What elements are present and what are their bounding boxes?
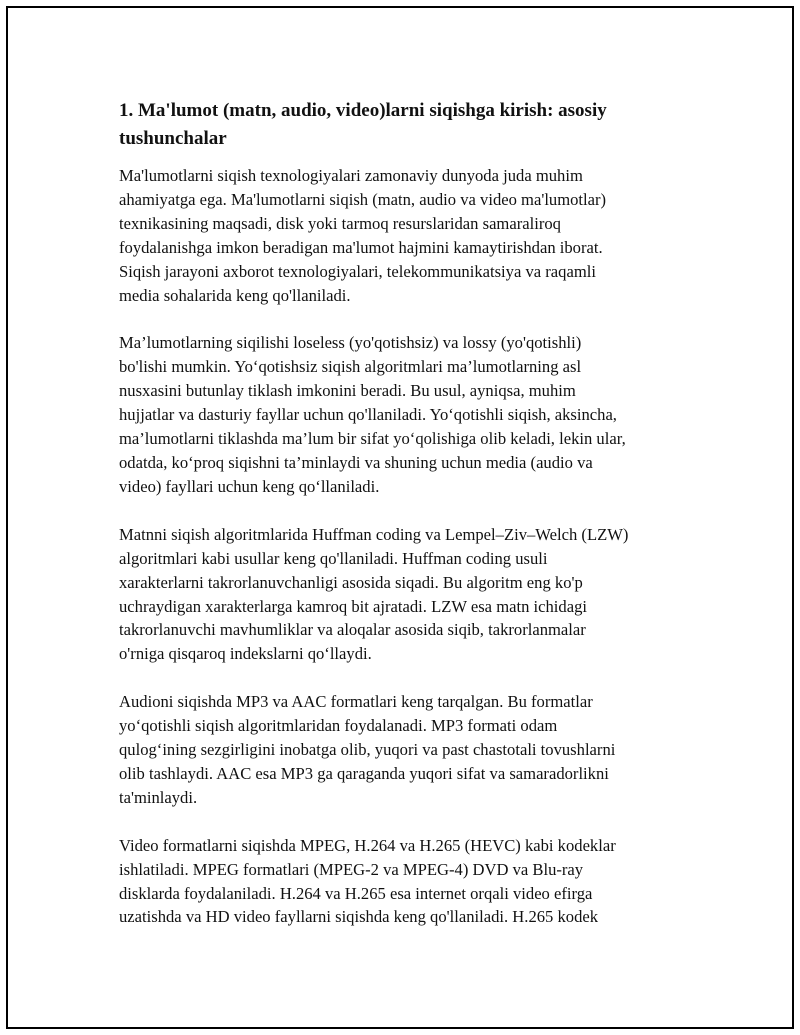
paragraph-line: media sohalarida keng qo'llaniladi. [119,285,351,305]
heading-line: 1. Ma'lumot (matn, audio, video)larni siqishga kirish: asosiy [119,100,607,121]
paragraph-lossless-lossy [119,331,694,498]
section-heading [119,97,694,153]
paragraph-line: Video formatlarni siqishda MPEG, H.264 va H.265 (HEVC) kabi kodeklar [119,835,616,855]
heading-line: tushunchalar [119,128,227,149]
paragraph-video-compression [119,834,694,930]
paragraph-line: Audioni siqishda MP3 va AAC formatlari keng tarqalgan. Bu formatlar [119,692,593,712]
paragraph-line: nusxasini butunlay tiklash imkonini beradi. Bu usul, ayniqsa, muhim [119,381,576,401]
paragraph-line: o'rniga qisqaroq indekslarni qo‘llaydi. [119,644,372,664]
paragraph-line: uzatishda va HD video fayllarni siqishda keng qo'llaniladi. H.265 kodek [119,907,599,927]
paragraph-line: yo‘qotishli siqish algoritmlaridan foydalanadi. MP3 formati odam [119,716,558,736]
paragraph-line: disklarda foydalaniladi. H.264 va H.265 esa internet orqali video efirga [119,883,593,903]
paragraph-line: algoritmlari kabi usullar keng qo'llaniladi. Huffman coding usuli [119,548,548,568]
paragraph-line: ishlatiladi. MPEG formatlari (MPEG-2 va MPEG-4) DVD va Blu-ray [119,859,584,879]
document-page [6,6,794,1029]
paragraph-audio-compression [119,690,694,810]
paragraph-line: xarakterlarni takrorlanuvchanligi asosida siqadi. Bu algoritm eng ko'p [119,572,583,592]
paragraph-line: Ma'lumotlarni siqish texnologiyalari zamonaviy dunyoda juda muhim [119,166,583,185]
document-content [119,97,694,953]
paragraph-line: Ma’lumotlarning siqilishi loseless (yo'qotishsiz) va lossy (yo'qotishli) [119,333,582,353]
paragraph-line: odatda, ko‘proq siqishni ta’minlaydi va shuning uchun media (audio va [119,452,593,472]
paragraph-line: uchraydigan xarakterlarga kamroq bit ajratadi. LZW esa matn ichidagi [119,596,587,616]
paragraph-intro [119,164,694,307]
paragraph-line: foydalanishga imkon beradigan ma'lumot hajmini kamaytirishdan iborat. [119,237,603,257]
paragraph-line: takrorlanuvchi mavhumliklar va aloqalar asosida siqib, takrorlanmalar [119,620,586,640]
paragraph-line: video) fayllari uchun keng qo‘llaniladi. [119,476,380,496]
paragraph-line: texnikasining maqsadi, disk yoki tarmoq resurslaridan samaraliroq [119,213,561,233]
paragraph-line: olib tashlaydi. AAC esa MP3 ga qaraganda yuqori sifat va samaradorlikni [119,763,609,783]
paragraph-text-compression [119,523,694,666]
paragraph-line: bo'lishi mumkin. Yo‘qotishsiz siqish algoritmlari ma’lumotlarning asl [119,357,582,377]
paragraph-line: hujjatlar va dasturiy fayllar uchun qo'llaniladi. Yo‘qotishli siqish, aksincha, [119,405,617,425]
paragraph-line: Siqish jarayoni axborot texnologiyalari, telekommunikatsiya va raqamli [119,261,596,281]
paragraph-line: ahamiyatga ega. Ma'lumotlarni siqish (matn, audio va video ma'lumotlar) [119,189,607,209]
paragraph-line: Matnni siqish algoritmlarida Huffman coding va Lempel–Ziv–Welch (LZW) [119,524,629,544]
paragraph-line: qulog‘ining sezgirligini inobatga olib, yuqori va past chastotali tovushlarni [119,740,616,760]
paragraph-line: ma’lumotlarni tiklashda ma’lum bir sifat yo‘qolishiga olib keladi, lekin ular, [119,429,626,449]
paragraph-line: ta'minlaydi. [119,787,198,807]
